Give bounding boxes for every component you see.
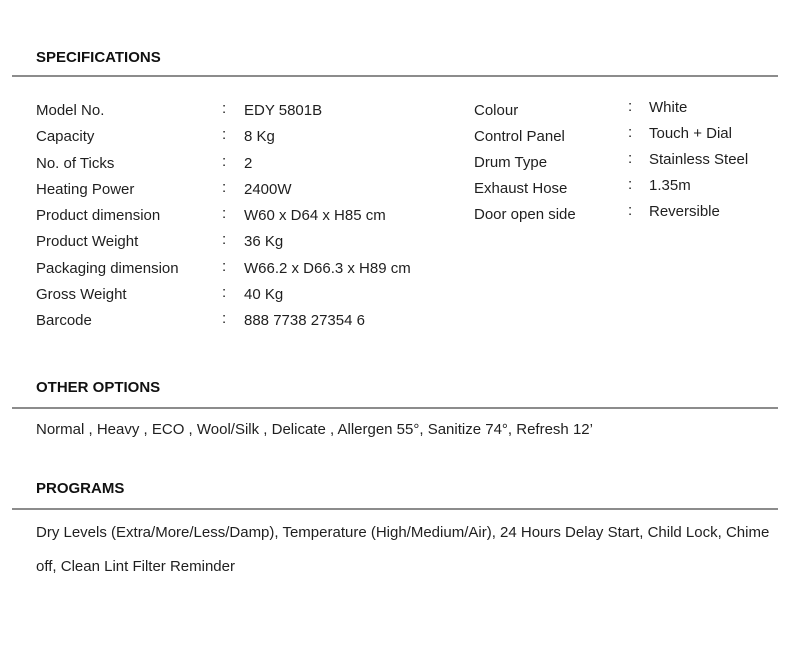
other-options-heading: OTHER OPTIONS xyxy=(36,379,161,396)
spec-label: Packaging dimension xyxy=(36,259,179,277)
spec-value: Reversible xyxy=(649,203,720,220)
spec-colon: : xyxy=(222,310,227,328)
spec-value: Stainless Steel xyxy=(649,151,749,168)
spec-value: 36 Kg xyxy=(244,233,284,251)
spec-label: Exhaust Hose xyxy=(474,180,568,197)
spec-label: No. of Ticks xyxy=(36,154,115,172)
spec-value: 8 Kg xyxy=(244,128,275,146)
spec-label: Product dimension xyxy=(36,207,161,225)
spec-colon: : xyxy=(222,100,227,117)
spec-colon: : xyxy=(222,231,227,249)
spec-colon: : xyxy=(222,257,227,275)
other-options-text: Normal , Heavy , ECO , Wool/Silk , Delicate , Allergen 55°, Sanitize 74°, Refresh 12’ xyxy=(36,421,593,438)
spec-colon: : xyxy=(222,126,227,144)
spec-colon: : xyxy=(222,205,227,223)
spec-colon: : xyxy=(628,176,633,193)
programs-heading: PROGRAMS xyxy=(36,480,125,497)
spec-value: 40 Kg xyxy=(244,286,284,304)
spec-value: White xyxy=(649,99,688,116)
spec-colon: : xyxy=(628,124,633,141)
programs-divider xyxy=(12,508,778,510)
specifications-heading: SPECIFICATIONS xyxy=(36,49,161,66)
spec-colon: : xyxy=(222,284,227,302)
spec-label: Model No. xyxy=(36,102,105,119)
spec-colon: : xyxy=(222,152,227,170)
spec-label: Drum Type xyxy=(474,154,548,171)
spec-label: Control Panel xyxy=(474,128,565,145)
spec-value: 1.35m xyxy=(649,177,691,194)
spec-value: 2 xyxy=(244,154,253,172)
specifications-divider xyxy=(12,75,778,77)
programs-text: Dry Levels (Extra/More/Less/Damp), Temperature (High/Medium/Air), 24 Hours Delay Start, Child Lock, Chime off, Clean Lint Filter Reminder xyxy=(36,524,770,575)
spec-label: Colour xyxy=(474,102,519,119)
spec-label: Door open side xyxy=(474,206,576,223)
spec-colon: : xyxy=(628,150,633,167)
spec-value: 888 7738 27354 6 xyxy=(244,312,365,330)
spec-label: Barcode xyxy=(36,312,92,330)
spec-value: 2400W xyxy=(244,180,292,198)
spec-value: W60 x D64 x H85 cm xyxy=(244,207,386,225)
spec-colon: : xyxy=(628,98,633,115)
spec-value: W66.2 x D66.3 x H89 cm xyxy=(244,259,411,277)
spec-label: Heating Power xyxy=(36,180,135,198)
spec-label: Gross Weight xyxy=(36,286,127,304)
spec-value: Touch + Dial xyxy=(649,125,732,142)
spec-label: Capacity xyxy=(36,128,95,146)
other-options-divider xyxy=(12,407,778,409)
spec-label: Product Weight xyxy=(36,233,139,251)
spec-value: EDY 5801B xyxy=(244,102,323,119)
spec-colon: : xyxy=(628,202,633,219)
spec-colon: : xyxy=(222,178,227,196)
